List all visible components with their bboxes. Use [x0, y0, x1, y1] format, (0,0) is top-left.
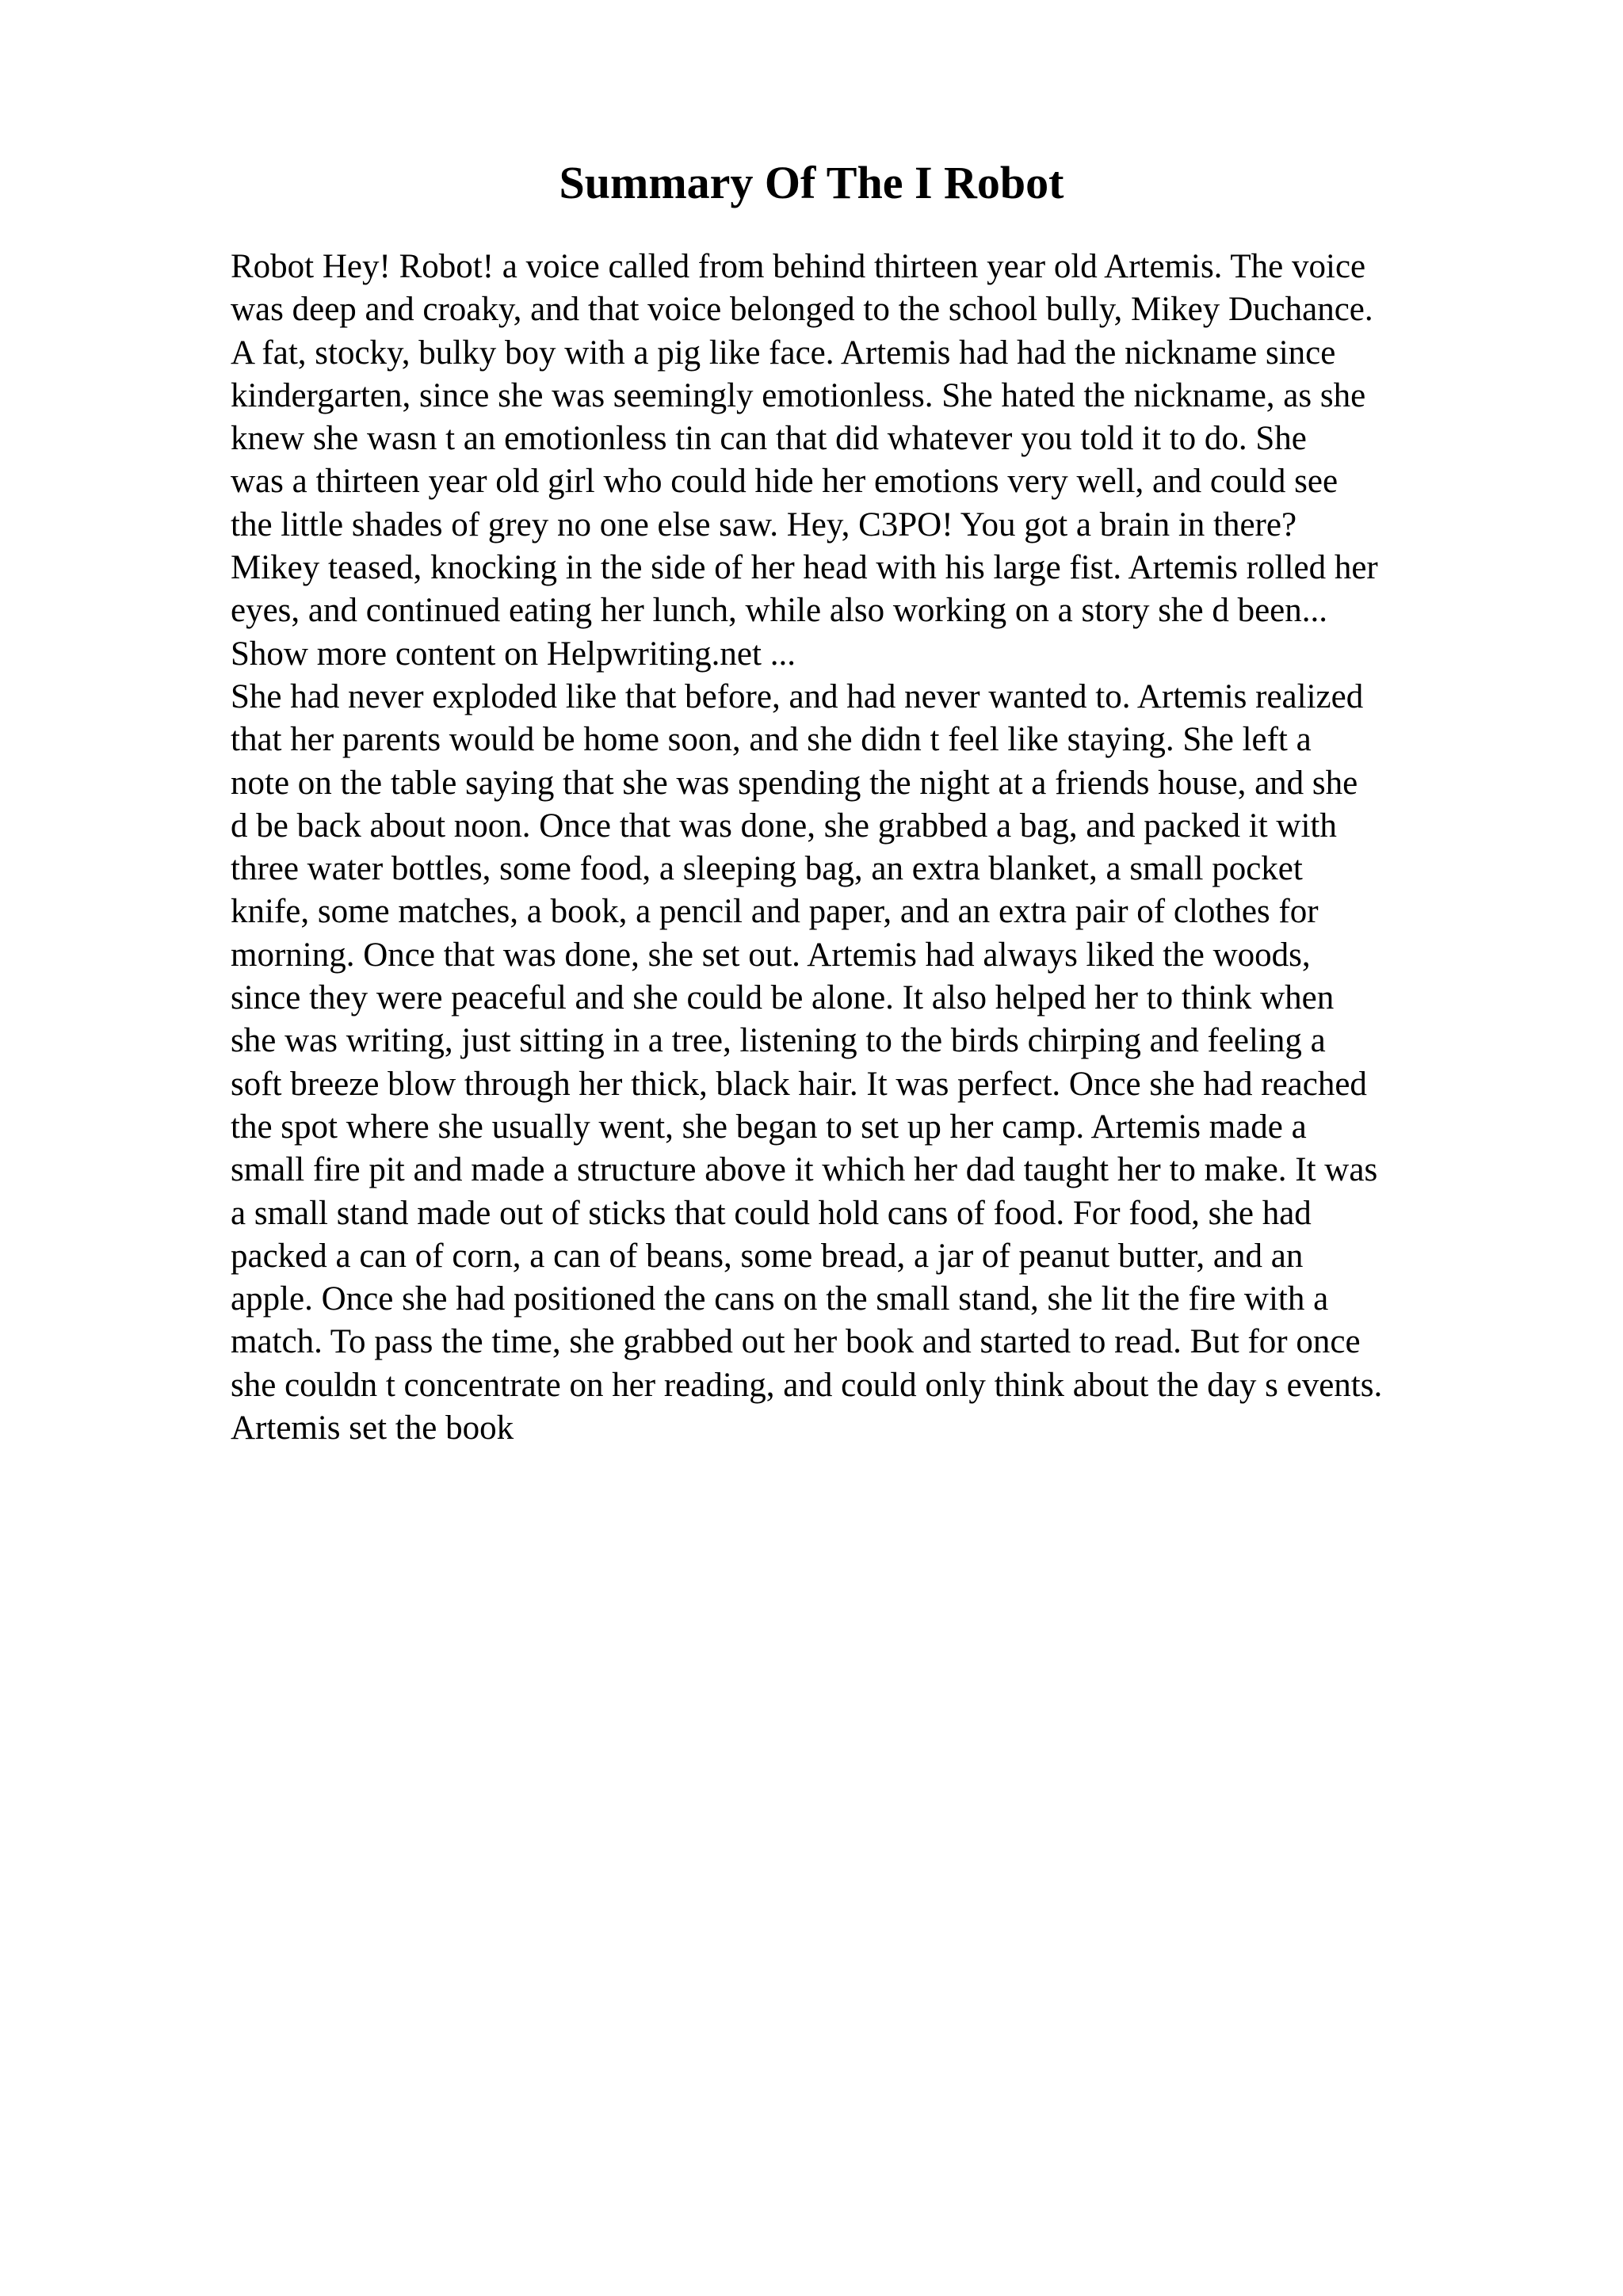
text-line: note on the table saying that she was spending the night at a friends house, and she — [231, 764, 1358, 802]
text-line: knew she wasn t an emotionless tin can that did whatever you told it to do. She — [231, 420, 1307, 458]
text-line: the spot where she usually went, she began to set up her camp. Artemis made a — [231, 1108, 1307, 1146]
text-line: Mikey teased, knocking in the side of her head with his large fist. Artemis rolled her — [231, 549, 1378, 587]
text-line: that her parents would be home soon, and she didn t feel like staying. She left a — [231, 721, 1312, 759]
document-body — [231, 246, 1514, 1450]
text-line: match. To pass the time, she grabbed out her book and started to read. But for once — [231, 1323, 1361, 1361]
text-line: A fat, stocky, bulky boy with a pig like face. Artemis had had the nickname since — [231, 334, 1336, 372]
text-line: she couldn t concentrate on her reading, and could only think about the day s events. — [231, 1366, 1383, 1404]
text-line: apple. Once she had positioned the cans on the small stand, she lit the fire with a — [231, 1280, 1329, 1318]
text-line: eyes, and continued eating her lunch, while also working on a story she d been... — [231, 592, 1327, 630]
text-line: she was writing, just sitting in a tree, listening to the birds chirping and feeling a — [231, 1022, 1326, 1060]
text-line: packed a can of corn, a can of beans, some bread, a jar of peanut butter, and an — [231, 1237, 1304, 1275]
text-line: soft breeze blow through her thick, black hair. It was perfect. Once she had reached — [231, 1065, 1367, 1103]
text-line: Artemis set the book — [231, 1409, 514, 1447]
document-title: Summary Of The I Robot — [559, 157, 1064, 208]
text-line: She had never exploded like that before, and had never wanted to. Artemis realized — [231, 677, 1364, 715]
text-line: d be back about noon. Once that was done, she grabbed a bag, and packed it with — [231, 807, 1337, 845]
show-more-link[interactable]: Show more content on Helpwriting.net ... — [231, 635, 796, 673]
text-line: morning. Once that was done, she set out. Artemis had always liked the woods, — [231, 936, 1311, 974]
text-line: kindergarten, since she was seemingly emotionless. She hated the nickname, as she — [231, 376, 1366, 414]
text-line: a small stand made out of sticks that could hold cans of food. For food, she had — [231, 1194, 1312, 1232]
text-line: small fire pit and made a structure above it which her dad taught her to make. It was — [231, 1151, 1378, 1189]
text-line: since they were peaceful and she could be alone. It also helped her to think when — [231, 979, 1335, 1017]
text-line: three water bottles, some food, a sleeping bag, an extra blanket, a small pocket — [231, 850, 1303, 888]
text-line: Robot Hey! Robot! a voice called from behind thirteen year old Artemis. The voice — [231, 248, 1366, 285]
text-line: knife, some matches, a book, a pencil and paper, and an extra pair of clothes for — [231, 893, 1319, 931]
text-line: was a thirteen year old girl who could hide her emotions very well, and could see — [231, 463, 1338, 501]
text-line: the little shades of grey no one else saw. Hey, C3PO! You got a brain in there? — [231, 505, 1297, 543]
text-line: was deep and croaky, and that voice belonged to the school bully, Mikey Duchance. — [231, 291, 1373, 329]
